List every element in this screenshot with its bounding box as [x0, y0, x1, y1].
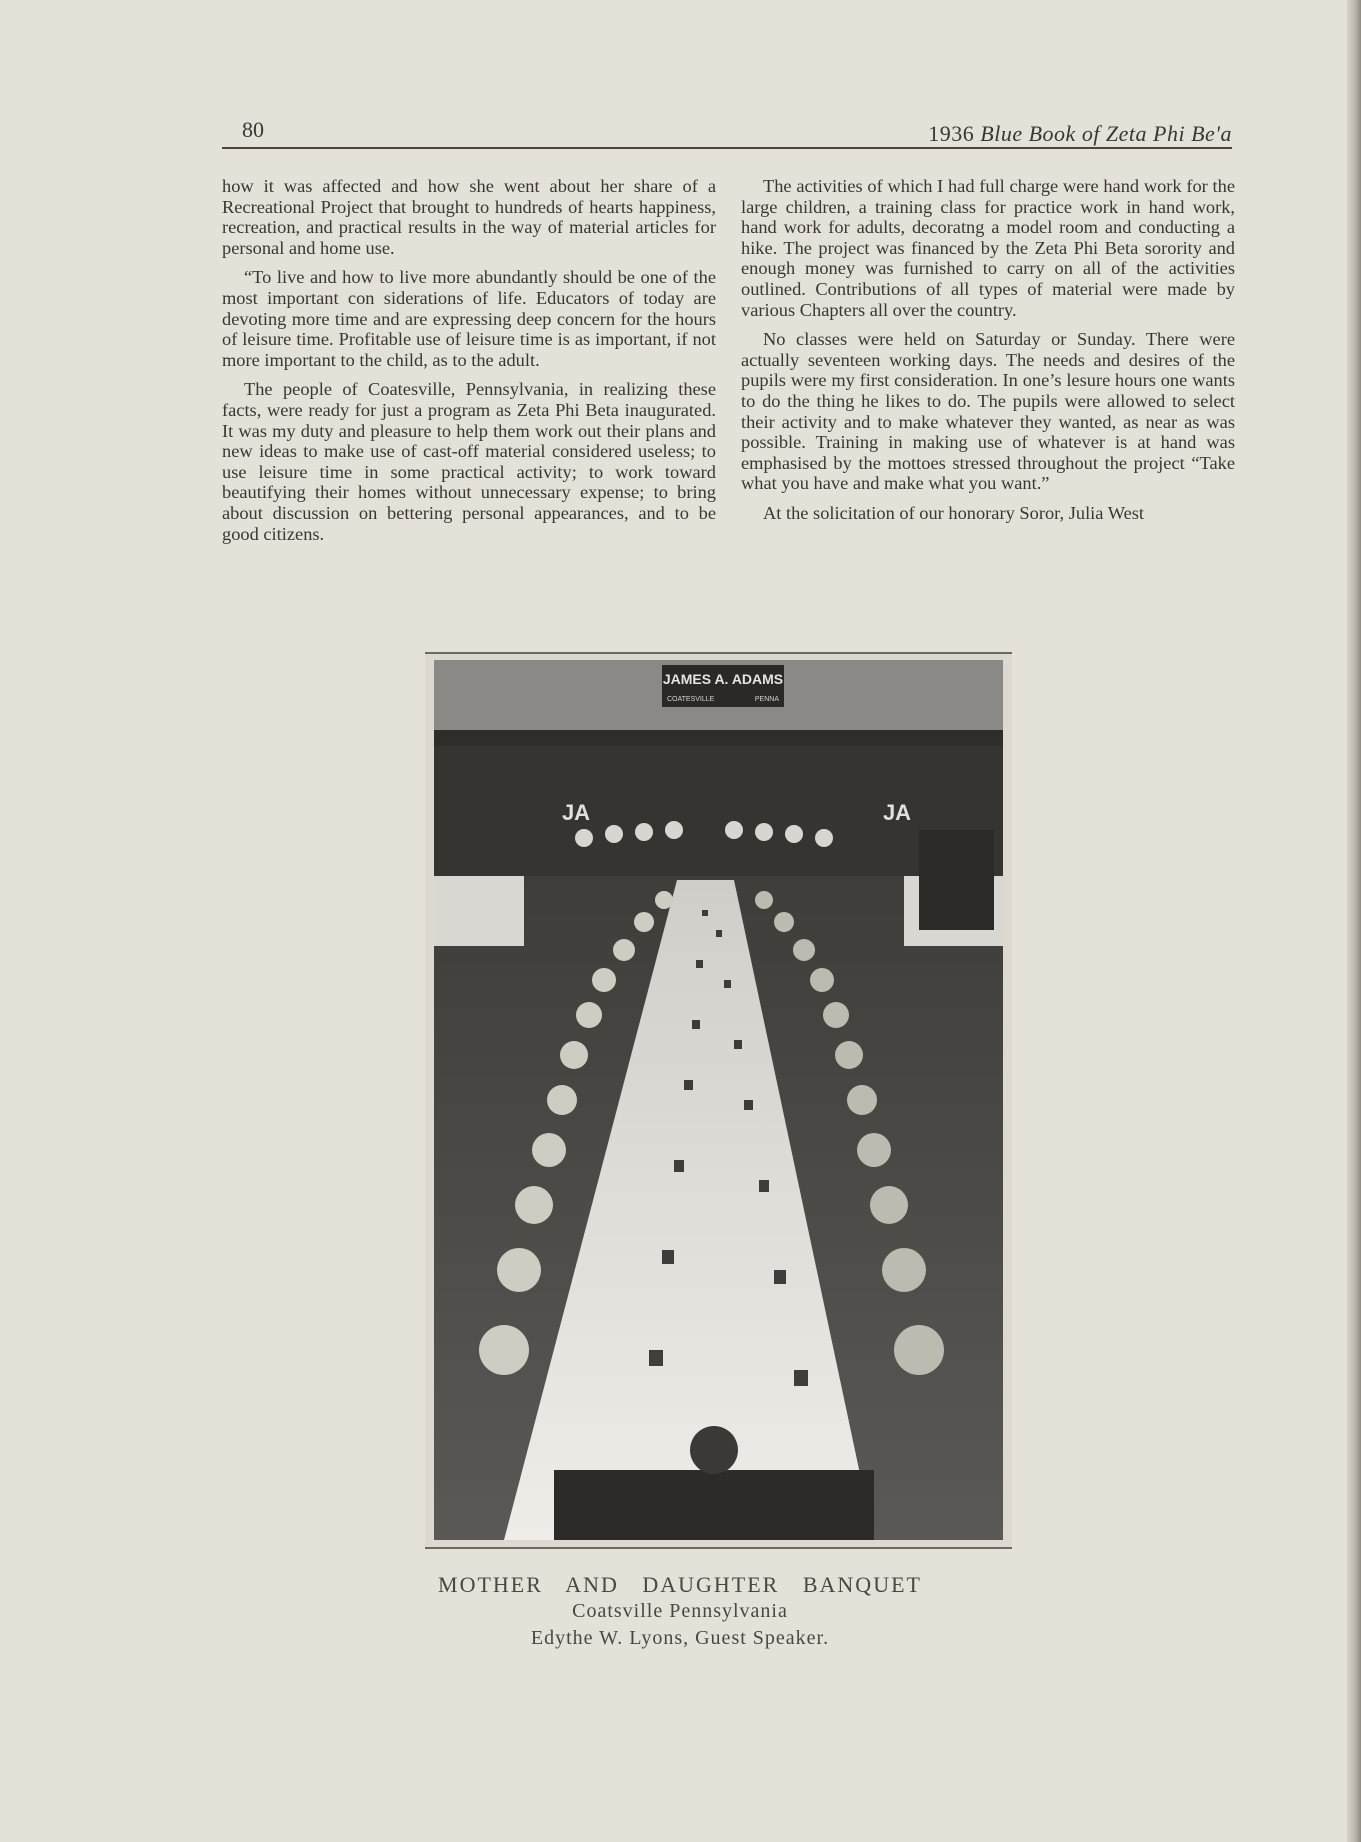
wall-monogram-right: JA: [882, 800, 912, 825]
paragraph: how it was affected and how she went about her share of a Recreational Project that brought to hundreds of hearts happiness, recreation, and practical results in the way of material articles for personal and home use.: [222, 176, 716, 258]
page-edge-shadow: [1347, 0, 1361, 1842]
left-text-column: [222, 176, 716, 553]
wall-monogram-left: JA: [561, 800, 591, 825]
banner-name: JAMES A. ADAMS: [662, 671, 784, 687]
photo-caption-speaker: Edythe W. Lyons, Guest Speaker.: [530, 1627, 830, 1649]
page-number: 80: [242, 117, 264, 142]
running-header: [222, 115, 1232, 149]
photo-frame: [425, 652, 1012, 1549]
paragraph: The people of Coatesville, Pennsylvania, in realizing these facts, were ready for just a program as Zeta Phi Beta inaugurated. It was my duty and pleasure to help them work out their plans and new ideas to make use of cast-off material considered useless; to use leisure time in some practical activity; to work toward beautifying their homes without unnecessary expense; to bring about discussion on bettering personal appearances, and to be good citizens.: [222, 379, 716, 544]
running-title-year: 1936: [928, 121, 975, 146]
photo-caption-title: MOTHER AND DAUGHTER BANQUET: [438, 1572, 922, 1597]
paragraph: No classes were held on Saturday or Sunday. There were actually seventeen working days. The needs and desires of the pupils were my first consideration. In one’s lesure hours one wants to do the thing he likes to do. The pupils were allowed to select their activity and to make whatever they wanted, as near as was possible. Training in making use of whatever is at hand was emphasised by the mottoes stressed throughout the project “Take what you have and make what you want.”: [741, 329, 1235, 494]
banner-place-right: PENNA: [754, 696, 779, 703]
banquet-photograph: [434, 660, 1003, 1540]
banquet-photo-illustration: [434, 660, 1003, 1540]
running-title-book: Blue Book of Zeta Phi Be'a: [980, 121, 1232, 146]
photo-caption-location: Coatsville Pennsylvania: [572, 1600, 788, 1622]
right-text-column: [741, 176, 1235, 533]
banner-place-left: COATESVILLE: [667, 696, 715, 703]
running-title: [928, 121, 1232, 147]
paragraph: At the solicitation of our honorary Soror, Julia West: [763, 502, 1145, 523]
paragraph: “To live and how to live more abundantly should be one of the most important con siderations of life. Educators of today are devoting more time and are expressing deep concern for the hours of leisure time. Profitable use of leisure time is as important, if not more important to the child, as to the adult.: [222, 267, 716, 370]
paragraph: The activities of which I had full charge were hand work for the large children, a training class for practice work in hand work, hand work for adults, decoratng a model room and conducting a hike. The project was financed by the Zeta Phi Beta sorority and enough money was furnished to carry on all of the activities outlined. Contributions of all types of material were made by various Chapters all over the country.: [741, 176, 1235, 320]
